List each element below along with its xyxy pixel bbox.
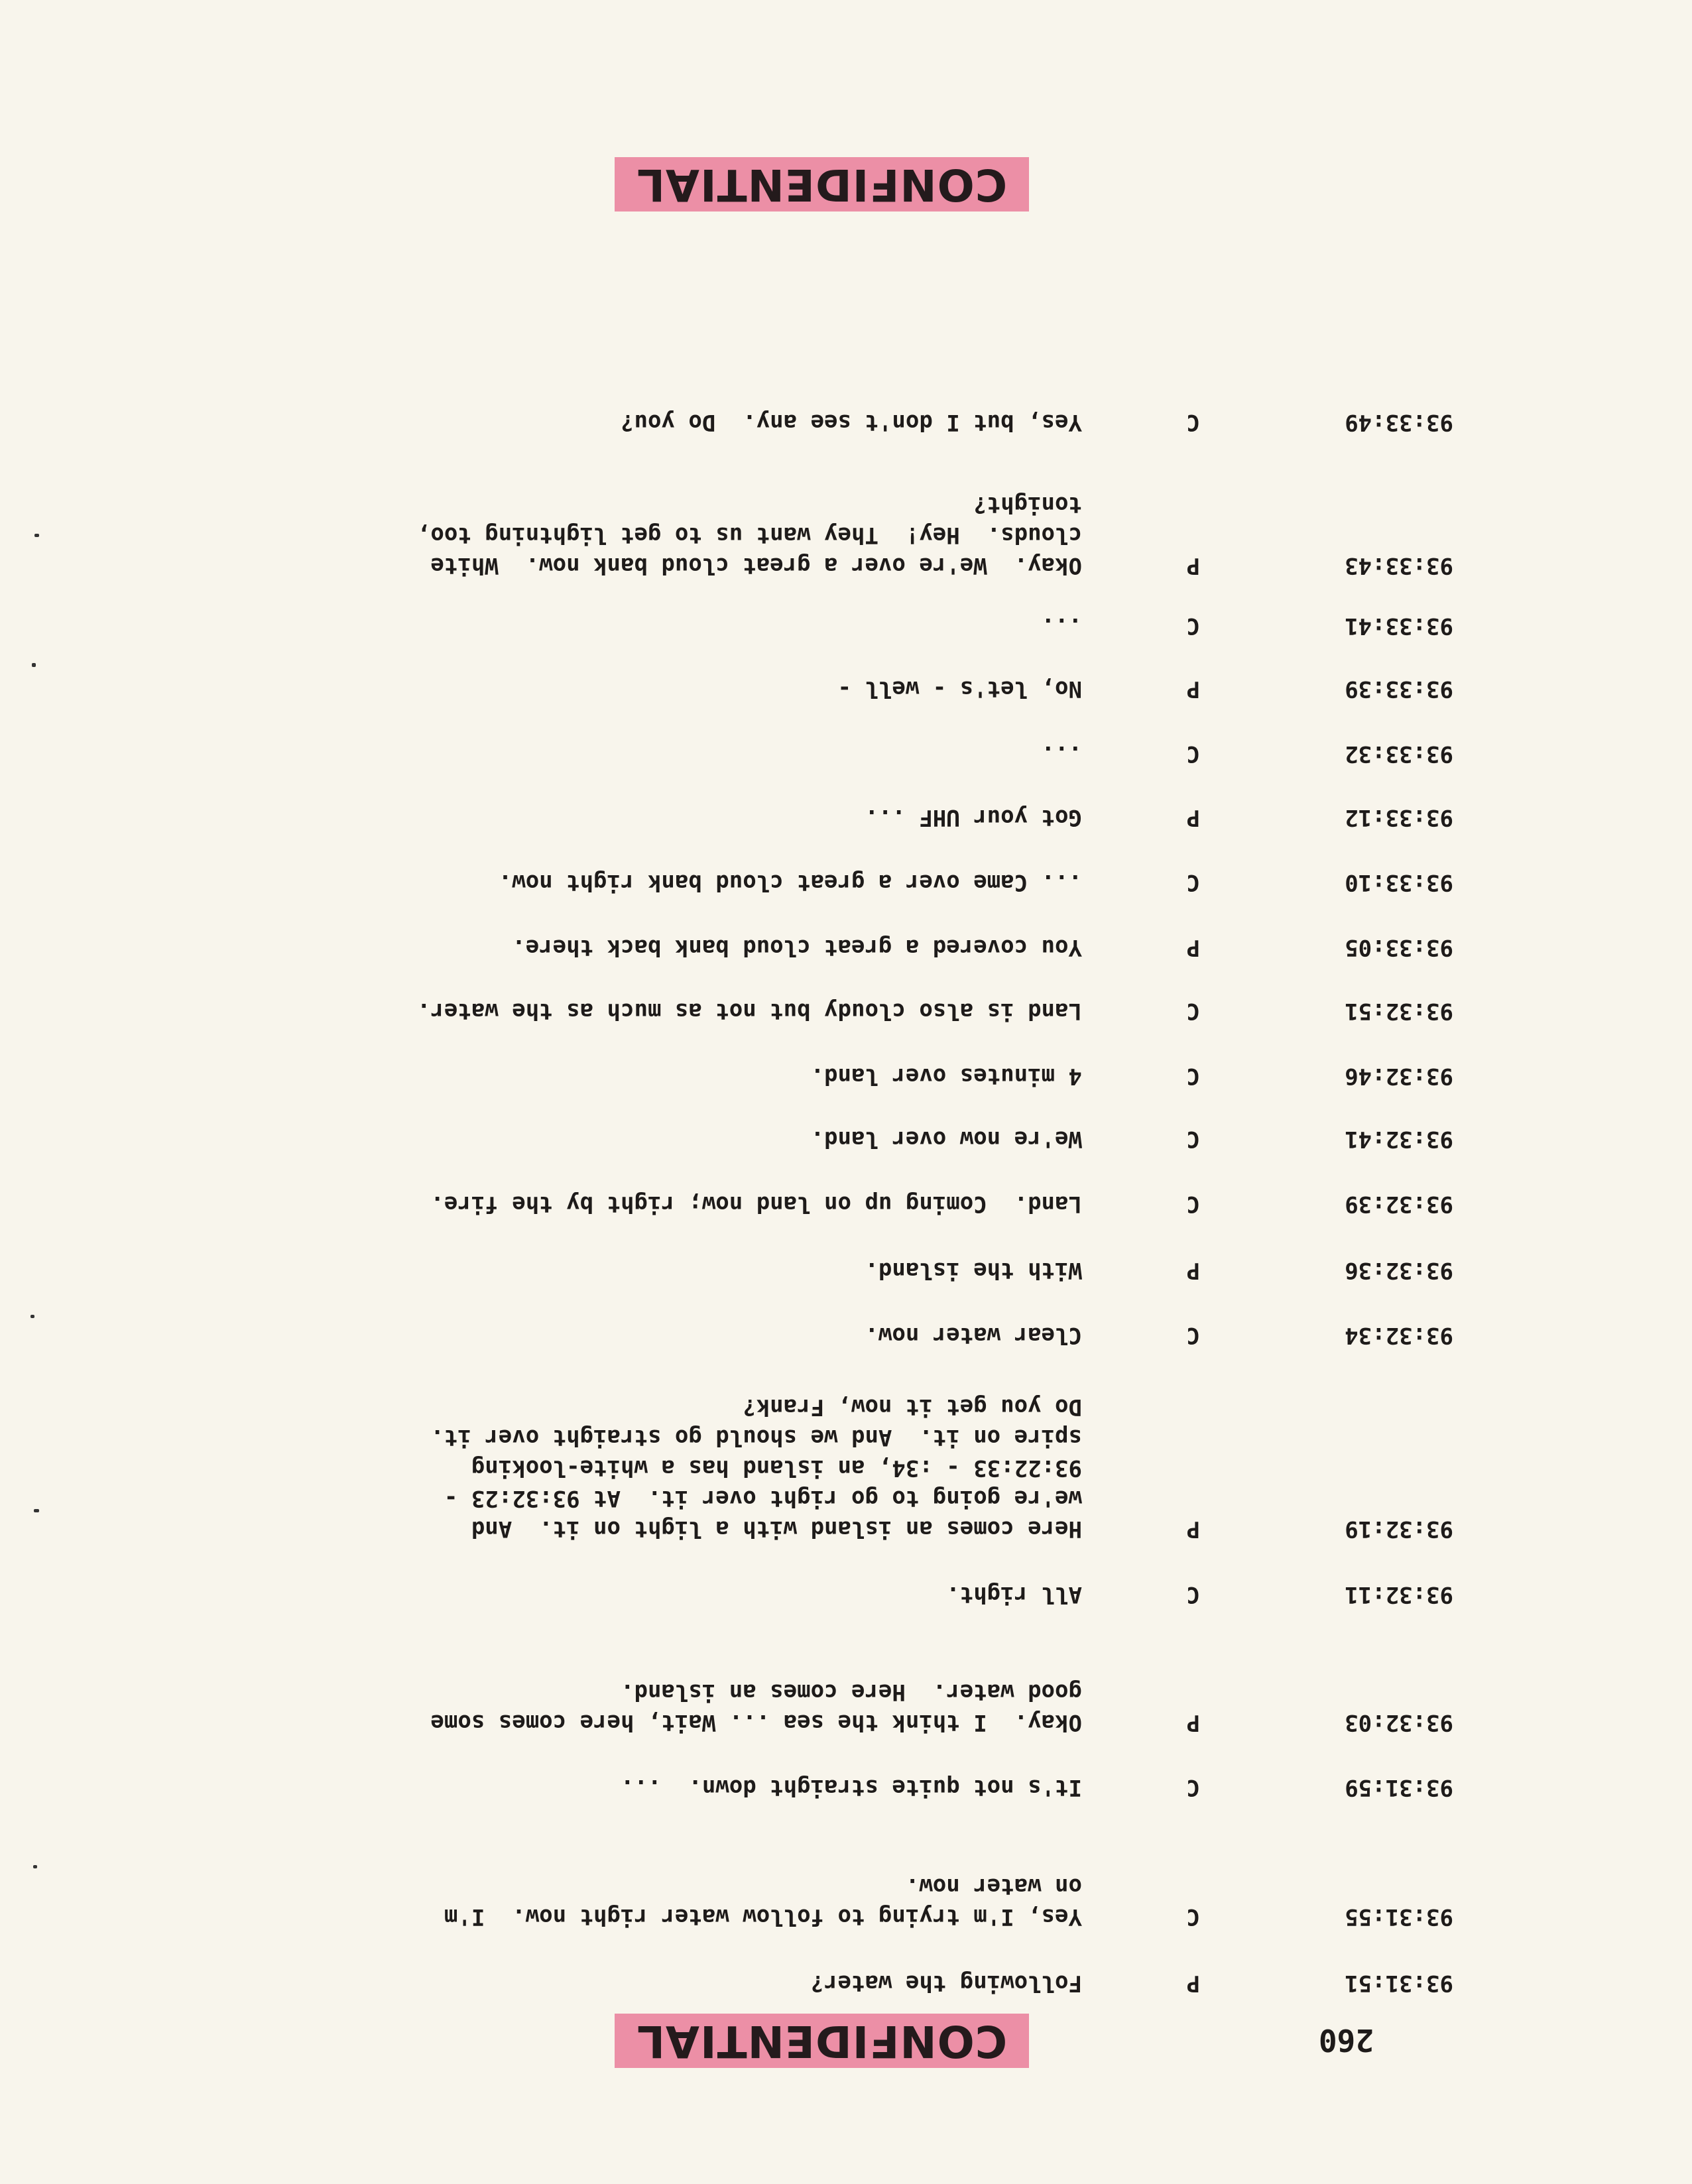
entry-speaker: C: [1186, 1126, 1200, 1152]
entry-timestamp: 93:33:12: [1345, 804, 1453, 831]
entry-speaker: P: [1186, 1516, 1200, 1542]
entry-timestamp: 93:32:41: [1345, 1126, 1453, 1152]
entry-text: Okay. We're over a great cloud bank now. White clouds. Hey! They want us to get lightning too, tonight?: [416, 491, 1082, 579]
entry-text: No, let's - well -: [837, 676, 1082, 702]
entry-text: Following the water?: [810, 1970, 1082, 1996]
entry-text: Land. Coming up on land now; right by the fire.: [430, 1191, 1082, 1217]
entry-speaker: P: [1186, 1970, 1200, 1996]
entry-timestamp: 93:32:46: [1345, 1063, 1453, 1089]
entry-text: 4 minutes over land.: [810, 1063, 1082, 1089]
page-number: 260: [1318, 2022, 1374, 2058]
entry-speaker: C: [1186, 998, 1200, 1024]
entry-text: ... Came over a great cloud bank right now.: [498, 869, 1082, 896]
entry-timestamp: 93:33:41: [1345, 613, 1453, 639]
confidential-stamp-top: CONFIDENTIAL: [615, 2014, 1029, 2068]
entry-timestamp: 93:33:32: [1345, 741, 1453, 767]
entry-speaker: P: [1186, 1257, 1200, 1284]
entry-speaker: C: [1186, 1774, 1200, 1801]
entry-text: Yes, I'm trying to follow water right now. I'm on water now.: [444, 1873, 1082, 1930]
entry-timestamp: 93:32:11: [1345, 1581, 1453, 1608]
entry-timestamp: 93:33:39: [1345, 676, 1453, 702]
entry-speaker: C: [1186, 1063, 1200, 1089]
entry-timestamp: 93:32:34: [1345, 1322, 1453, 1349]
entry-timestamp: 93:33:49: [1345, 409, 1453, 436]
entry-speaker: C: [1186, 1904, 1200, 1930]
entry-speaker: P: [1186, 552, 1200, 579]
entry-text: Clear water now.: [865, 1322, 1082, 1349]
entry-text: Yes, but I don't see any. Do you?: [621, 409, 1082, 436]
entry-speaker: P: [1186, 804, 1200, 831]
entry-text: Okay. I think the sea ... Wait, here comes some good water. Here comes an island.: [430, 1679, 1082, 1736]
entry-text: We're now over land.: [810, 1126, 1082, 1152]
entry-speaker: P: [1186, 676, 1200, 702]
entry-speaker: P: [1186, 1709, 1200, 1736]
entry-text: Got your UHF ...: [865, 804, 1082, 831]
entry-timestamp: 93:32:19: [1345, 1516, 1453, 1542]
entry-timestamp: 93:31:51: [1345, 1970, 1453, 1996]
entry-text: Land is also cloudy but not as much as the water.: [416, 998, 1082, 1024]
entry-speaker: C: [1186, 1581, 1200, 1608]
entry-timestamp: 93:32:39: [1345, 1191, 1453, 1217]
margin-mark: [34, 1509, 39, 1512]
entry-speaker: C: [1186, 409, 1200, 436]
entry-speaker: C: [1186, 741, 1200, 767]
entry-text: You covered a great cloud bank back there.: [512, 934, 1082, 961]
margin-mark: [30, 1315, 34, 1318]
entry-speaker: P: [1186, 934, 1200, 961]
entry-timestamp: 93:33:05: [1345, 934, 1453, 961]
entry-text: ...: [1041, 613, 1082, 639]
entry-timestamp: 93:33:10: [1345, 869, 1453, 896]
entry-text: It's not quite straight down. ...: [621, 1774, 1082, 1801]
margin-mark: [34, 534, 39, 537]
entry-speaker: C: [1186, 869, 1200, 896]
entry-timestamp: 93:32:03: [1345, 1709, 1453, 1736]
margin-mark: [33, 1865, 37, 1868]
entry-speaker: C: [1186, 1191, 1200, 1217]
entry-timestamp: 93:33:43: [1345, 552, 1453, 579]
entry-timestamp: 93:32:36: [1345, 1257, 1453, 1284]
margin-mark: [32, 663, 36, 667]
entry-speaker: C: [1186, 1322, 1200, 1349]
entry-timestamp: 93:31:59: [1345, 1774, 1453, 1801]
entry-text: With the island.: [865, 1257, 1082, 1284]
entry-text: Here comes an island with a light on it. And we're going to go right over it. At 93:32:23 - 93:22:33 - :34, an island has a white-looking spire on it. And we should go straight over it. Do you get it now, Frank?: [430, 1394, 1082, 1542]
confidential-stamp-bottom: CONFIDENTIAL: [615, 157, 1029, 212]
entry-text: All right.: [946, 1581, 1082, 1608]
entry-timestamp: 93:32:51: [1345, 998, 1453, 1024]
entry-speaker: C: [1186, 613, 1200, 639]
entry-timestamp: 93:31:55: [1345, 1904, 1453, 1930]
entry-text: ...: [1041, 741, 1082, 767]
